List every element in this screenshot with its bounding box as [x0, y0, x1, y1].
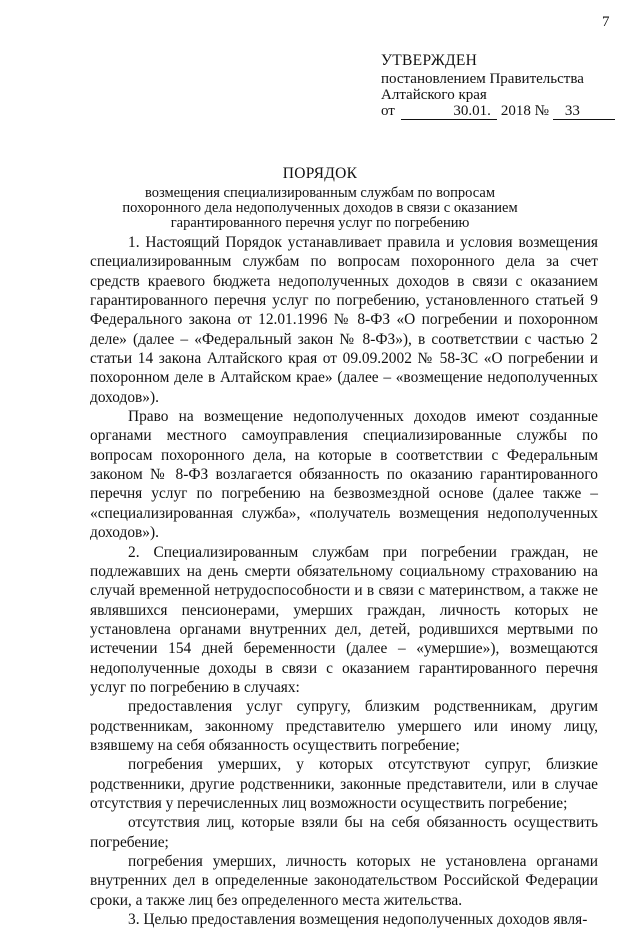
case-item-1: предоставления услуг супругу, близким родственникам, другим родственникам, законному представителю умершего или иному лицу, взявшему на себя обязанность осуществить погребение; [90, 698, 598, 754]
case-item-2: погребения умерших, у которых отсутствуют супруг, близкие родственники, другие родственники, законные представители, или в случае отсутствия у перечисленных лиц возможности осуществить погребение; [90, 756, 598, 812]
case-item-3: отсутствия лиц, которые взяли бы на себя обязанность осуществить погребение; [90, 814, 598, 851]
document-title: ПОРЯДОК [282, 165, 358, 182]
year-text: 2018 № [500, 103, 549, 119]
approval-line-1: постановлением Правительства [381, 71, 584, 87]
document-subtitle: возмещения специализированным службам по вопросам похоронного дела недополученных доходов в связи с оказанием гарантированного перечня услуг по погребению [122, 185, 518, 231]
approval-line-2: Алтайского края [381, 87, 487, 103]
page-number: 7 [602, 14, 610, 30]
document-body [90, 233, 598, 929]
paragraph-4: 3. Целью предоставления возмещения недополученных доходов явля- [128, 911, 588, 929]
approval-title: УТВЕРЖДЕН [381, 52, 478, 69]
paragraph-2: Право на возмещение недополученных доходов имеют созданные органами местного самоуправления специализированные службы по вопросам похоронного дела, на которые в соответствии с Федеральным законом № 8-ФЗ возлагается обязанность по оказанию гарантированного перечня услуг по погребению на безвозмездной основе (далее также – «специализированная служба», «получатель возмещения недополученных доходов»). [90, 408, 598, 542]
approval-stamp [381, 53, 621, 120]
approval-date-row [381, 103, 621, 120]
paragraph-1: 1. Настоящий Порядок устанавливает правила и условия возмещения специализированным службам по вопросам похоронного дела за счет средств краевого бюджета недополученных доходов в связи с оказанием гарантированного перечня услуг по погребению, установленного статьей 9 Федерального закона от 12.01.1996 № 8-ФЗ «О погребении и похоронном деле» (далее – «Федеральный закон № 8-ФЗ»), в соответствии с частью 2 статьи 14 закона Алтайского края от 09.09.2002 № 58-ЗС «О погребении и похоронном деле в Алтайском крае» (далее – «возмещение недополученных доходов»). [90, 234, 598, 406]
number-value: 33 [553, 104, 615, 120]
date-value: 30.01. [401, 104, 497, 120]
document-heading [110, 165, 530, 231]
paragraph-3: 2. Специализированным службам при погребении граждан, не подлежавших на день смерти обязательному социальному страхованию на случай временной нетрудоспособности и в связи с материнством, а также не являвшихся пенсионерами, умерших граждан, личность которых не установлена органами внутренних дел, детей, родившихся мертвыми по истечении 154 дней беременности (далее – «умершие»), возмещаются недополученные доходы в связи с оказанием гарантированного перечня услуг по погребению в случаях: [90, 543, 598, 696]
date-prefix: от [381, 103, 395, 119]
case-item-4: погребения умерших, личность которых не установлена органами внутренних дел в определенные законодательством Российской Федерации сроки, а также лиц без определенного места жительства. [90, 853, 598, 909]
